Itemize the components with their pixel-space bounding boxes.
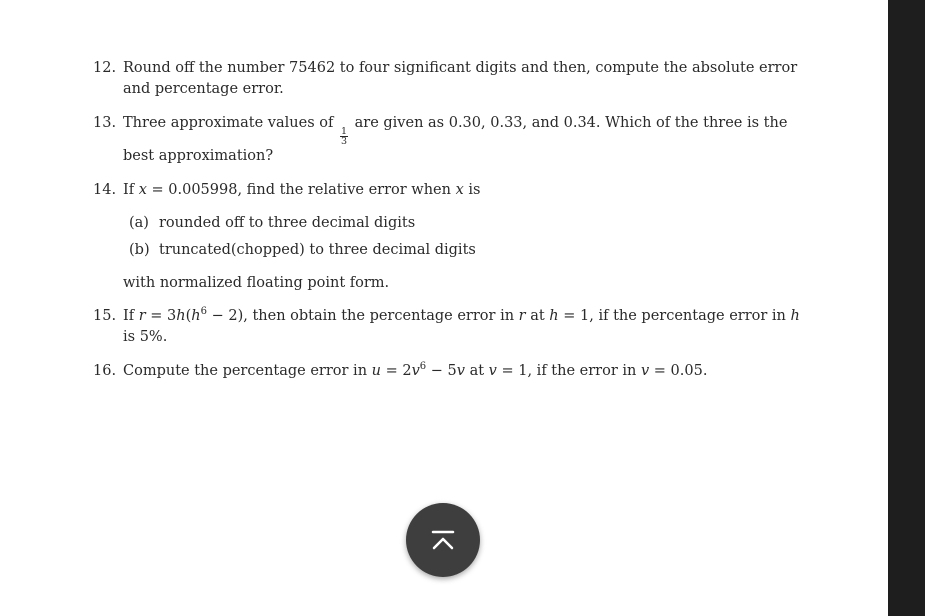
fraction: $\frac{1}{3}$ bbox=[340, 126, 348, 147]
question-15 bbox=[93, 306, 813, 348]
question-text: Compute the percentage error in $u = 2v^6 - 5v$ at v = 1, if the error in v = 0.05. bbox=[123, 361, 708, 379]
question-text: Three approximate values of $\frac{1}{3}$ are given as 0.30, 0.33, and 0.34. Which of the three is the best approximation? bbox=[123, 115, 788, 164]
question-14-tail: with normalized floating point form. bbox=[123, 275, 390, 291]
question-text: If $r = 3h(h^6 - 2)$, then obtain the percentage error in r at h = 1, if the percentage error in h is 5%. bbox=[123, 306, 800, 345]
question-14 bbox=[93, 180, 813, 201]
sub-item-a: (a) rounded off to three decimal digits bbox=[129, 215, 416, 231]
question-number: 12. bbox=[93, 60, 117, 76]
question-number: 15. bbox=[93, 308, 117, 324]
chevron-up-to-top-icon bbox=[429, 529, 457, 551]
question-list bbox=[93, 58, 813, 382]
question-number: 13. bbox=[93, 115, 117, 131]
question-number: 16. bbox=[93, 363, 117, 379]
question-12 bbox=[93, 58, 813, 100]
question-16 bbox=[93, 361, 813, 382]
question-text: If x = 0.005998, find the relative error when x is bbox=[123, 182, 481, 198]
scroll-to-top-button[interactable] bbox=[406, 503, 480, 577]
sub-item-b: (b) truncated(chopped) to three decimal digits bbox=[129, 242, 476, 258]
question-13 bbox=[93, 113, 813, 167]
side-panel bbox=[888, 0, 925, 616]
question-text: Round off the number 75462 to four significant digits and then, compute the absolute error and percentage error. bbox=[123, 60, 798, 97]
question-number: 14. bbox=[93, 182, 117, 198]
